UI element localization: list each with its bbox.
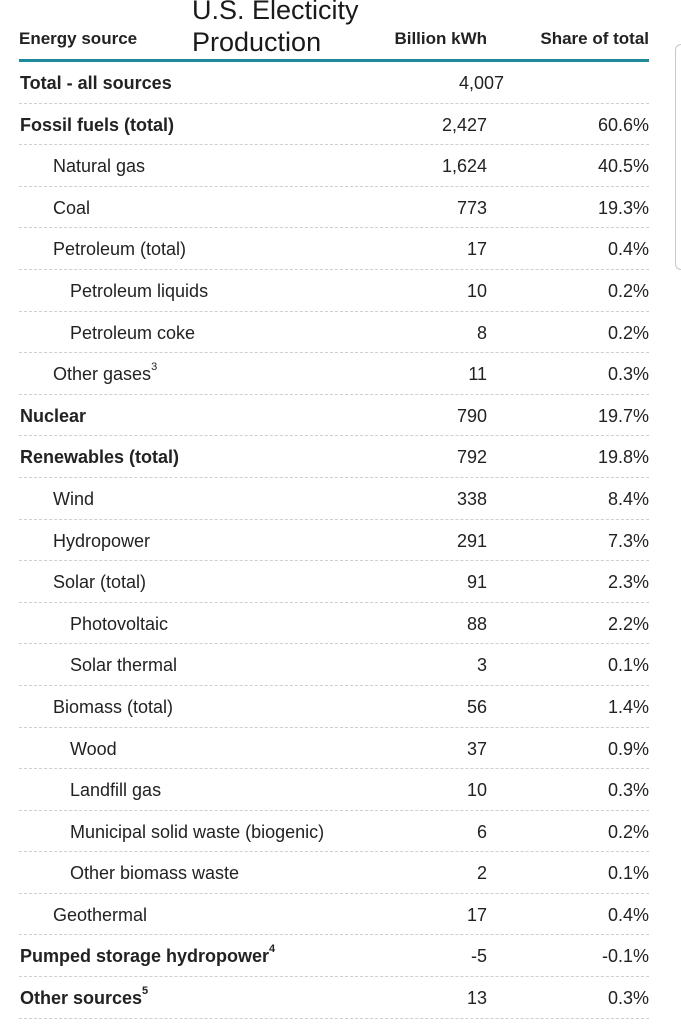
table-row bbox=[19, 395, 649, 437]
row-billion-kwh: 91 bbox=[466, 572, 487, 593]
row-billion-kwh: 1,624 bbox=[441, 156, 487, 177]
row-share-of-total: 19.3% bbox=[597, 197, 649, 218]
row-label bbox=[53, 198, 90, 219]
row-label bbox=[70, 822, 324, 843]
row-share-of-total: 0.4% bbox=[607, 239, 649, 260]
row-label bbox=[53, 156, 145, 177]
row-label-text: Landfill gas bbox=[70, 780, 162, 801]
table-row bbox=[19, 187, 649, 229]
row-billion-kwh: 338 bbox=[456, 488, 487, 509]
row-share-of-total: 0.3% bbox=[607, 780, 649, 801]
row-share-of-total: 8.4% bbox=[607, 488, 649, 509]
row-billion-kwh: 291 bbox=[456, 530, 487, 551]
table-row bbox=[19, 312, 649, 354]
row-label-text: Fossil fuels (total) bbox=[20, 114, 175, 135]
table-row bbox=[19, 811, 649, 853]
energy-table bbox=[19, 0, 649, 1019]
row-label-text: Solar (total) bbox=[53, 572, 147, 593]
row-label bbox=[20, 115, 174, 136]
row-billion-kwh: 37 bbox=[466, 738, 487, 759]
row-label-text: Hydropower bbox=[53, 530, 151, 551]
row-label-text: Biomass (total) bbox=[53, 696, 174, 717]
row-share-of-total: 1.4% bbox=[607, 696, 649, 717]
row-label bbox=[70, 323, 195, 344]
row-billion-kwh: 790 bbox=[456, 405, 487, 426]
table-row bbox=[19, 603, 649, 645]
table-row bbox=[19, 561, 649, 603]
overlay-title bbox=[192, 0, 359, 58]
row-label bbox=[53, 572, 146, 593]
row-billion-kwh: 8 bbox=[476, 322, 487, 343]
table-row bbox=[19, 935, 649, 977]
row-label-text: Wind bbox=[53, 488, 95, 509]
scroll-edge-handle[interactable] bbox=[675, 44, 681, 270]
row-share-of-total: 2.3% bbox=[607, 572, 649, 593]
row-label bbox=[70, 863, 239, 884]
footnote-marker[interactable]: 4 bbox=[269, 943, 276, 956]
row-share-of-total: 0.2% bbox=[607, 821, 649, 842]
table-row bbox=[19, 520, 649, 562]
row-label-text: Petroleum liquids bbox=[70, 280, 209, 301]
table-row bbox=[19, 644, 649, 686]
row-share-of-total: 0.2% bbox=[607, 280, 649, 301]
table-body bbox=[19, 62, 649, 1019]
overlay-title-line2: Production bbox=[192, 27, 322, 57]
row-share-of-total: 60.6% bbox=[597, 114, 649, 135]
row-label-text: Solar thermal bbox=[70, 655, 178, 676]
row-share-of-total: 19.8% bbox=[597, 447, 649, 468]
table-row bbox=[19, 353, 649, 395]
header-share-of-total[interactable]: Share of total bbox=[540, 29, 649, 48]
row-billion-kwh: 3 bbox=[476, 655, 487, 676]
row-label bbox=[70, 614, 168, 635]
table-row bbox=[19, 228, 649, 270]
row-label bbox=[53, 531, 150, 552]
row-label bbox=[20, 73, 172, 94]
table-row bbox=[19, 478, 649, 520]
row-billion-kwh: 11 bbox=[468, 364, 487, 385]
row-billion-kwh: 2 bbox=[476, 863, 487, 884]
row-label bbox=[70, 281, 208, 302]
table-row bbox=[19, 894, 649, 936]
row-billion-kwh: 792 bbox=[456, 447, 487, 468]
header-energy-source[interactable]: Energy source bbox=[19, 29, 138, 48]
row-label-text: Geothermal bbox=[53, 904, 148, 925]
row-billion-kwh: 13 bbox=[466, 988, 487, 1009]
row-share-of-total: 7.3% bbox=[607, 530, 649, 551]
row-label-text: Total - all sources bbox=[20, 73, 172, 93]
row-share-of-total: 40.5% bbox=[597, 156, 649, 177]
footnote-marker[interactable]: 5 bbox=[142, 985, 149, 998]
row-label bbox=[53, 489, 94, 510]
row-billion-kwh: 4,007 bbox=[458, 73, 504, 93]
row-label bbox=[53, 697, 173, 718]
row-label-text: Renewables (total) bbox=[20, 447, 180, 468]
table-row bbox=[19, 769, 649, 811]
row-label bbox=[20, 447, 179, 468]
row-label bbox=[20, 943, 276, 967]
row-label-text: Nuclear bbox=[20, 405, 87, 426]
row-label bbox=[70, 655, 177, 676]
table-row bbox=[19, 728, 649, 770]
overlay-title-line1: U.S. Electicity bbox=[192, 0, 359, 25]
header-billion-kwh[interactable]: Billion kWh bbox=[394, 29, 487, 48]
row-billion-kwh: 56 bbox=[466, 696, 487, 717]
row-label-text: Petroleum (total) bbox=[53, 239, 187, 260]
table-row bbox=[19, 270, 649, 312]
row-billion-kwh: 10 bbox=[466, 780, 487, 801]
row-share-of-total: 0.4% bbox=[607, 904, 649, 925]
row-billion-kwh: 6 bbox=[476, 821, 487, 842]
row-share-of-total: 0.1% bbox=[607, 655, 649, 676]
table-row bbox=[19, 852, 649, 894]
row-share-of-total: 2.2% bbox=[607, 613, 649, 634]
row-share-of-total: 19.7% bbox=[597, 405, 649, 426]
row-label bbox=[53, 361, 158, 385]
row-label-text: Petroleum coke bbox=[70, 322, 196, 343]
row-label-text: Other gases bbox=[53, 364, 152, 385]
table-row bbox=[19, 977, 649, 1019]
row-label-text: Pumped storage hydropower bbox=[20, 946, 270, 967]
row-label-text: Coal bbox=[53, 197, 91, 218]
row-label-text: Photovoltaic bbox=[70, 613, 169, 634]
table-row bbox=[19, 436, 649, 478]
footnote-marker[interactable]: 3 bbox=[151, 361, 158, 374]
row-share-of-total: 0.1% bbox=[607, 863, 649, 884]
row-billion-kwh: 773 bbox=[456, 197, 487, 218]
row-label bbox=[20, 406, 86, 427]
row-label bbox=[70, 739, 117, 760]
row-billion-kwh: -5 bbox=[470, 946, 487, 967]
table-row bbox=[19, 104, 649, 146]
row-billion-kwh: 17 bbox=[466, 239, 487, 260]
table-row bbox=[19, 62, 649, 104]
row-label-text: Natural gas bbox=[53, 156, 146, 177]
row-label bbox=[53, 239, 186, 260]
row-billion-kwh: 88 bbox=[466, 613, 487, 634]
row-share-of-total: 0.3% bbox=[607, 988, 649, 1009]
row-label-text: Other biomass waste bbox=[70, 863, 240, 884]
row-share-of-total: 0.9% bbox=[607, 738, 649, 759]
row-share-of-total: 0.3% bbox=[607, 364, 649, 385]
row-label bbox=[70, 780, 161, 801]
row-billion-kwh: 2,427 bbox=[441, 114, 487, 135]
row-label-text: Municipal solid waste (biogenic) bbox=[70, 821, 325, 842]
row-share-of-total: -0.1% bbox=[601, 946, 649, 967]
row-label bbox=[20, 985, 149, 1009]
row-label-text: Wood bbox=[70, 738, 117, 759]
row-label-text: Other sources bbox=[20, 988, 143, 1009]
row-billion-kwh: 10 bbox=[466, 280, 487, 301]
table-row bbox=[19, 145, 649, 187]
row-share-of-total: 0.2% bbox=[607, 322, 649, 343]
row-billion-kwh: 17 bbox=[466, 904, 487, 925]
table-row bbox=[19, 686, 649, 728]
row-label bbox=[53, 905, 147, 926]
